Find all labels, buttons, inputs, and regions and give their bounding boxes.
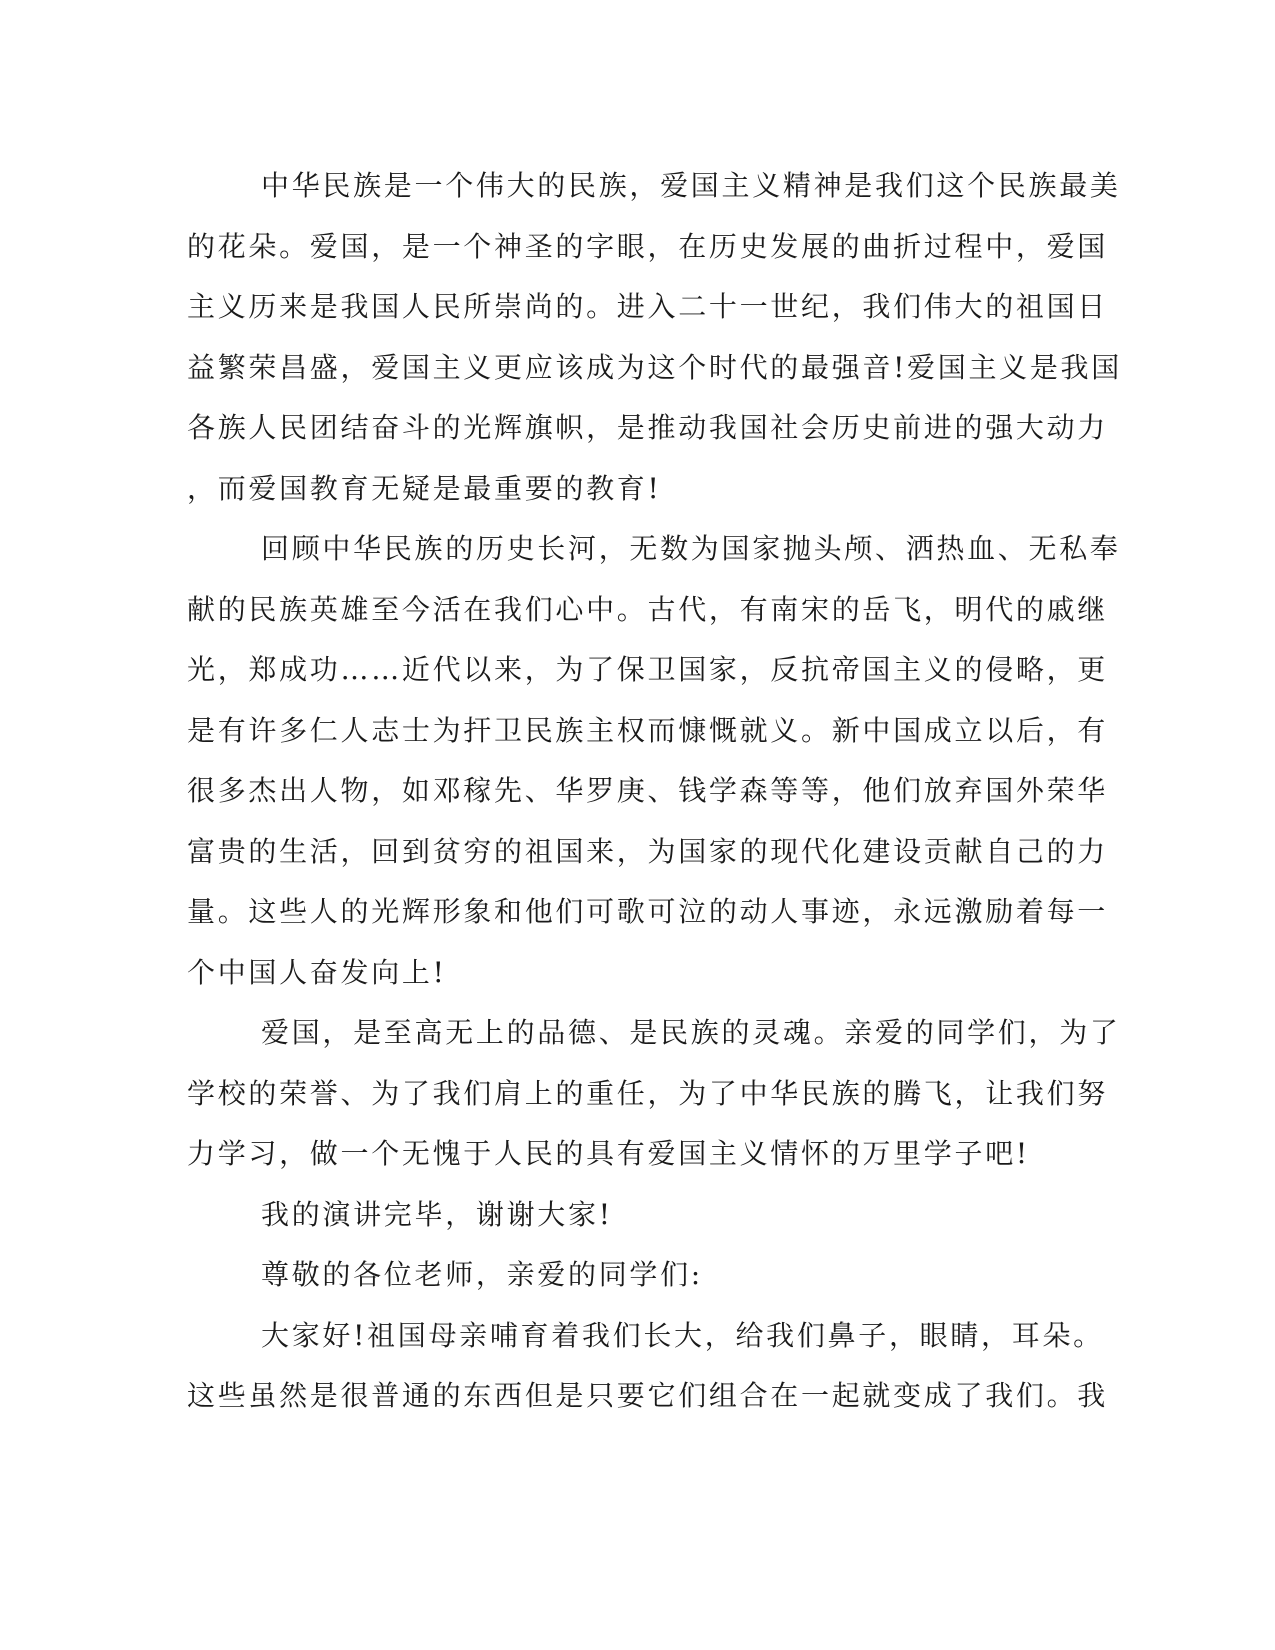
text-line: 学校的荣誉、为了我们肩上的重任，为了中华民族的腾飞，让我们努 <box>187 1076 1109 1110</box>
text-line: 个中国人奋发向上! <box>187 955 447 989</box>
text-line: 富贵的生活，回到贫穷的祖国来，为国家的现代化建设贡献自己的力 <box>187 834 1109 868</box>
text-line: 光，郑成功……近代以来，为了保卫国家，反抗帝国主义的侵略，更 <box>187 653 1109 686</box>
text-line: 是有许多仁人志士为扞卫民族主权而慷慨就义。新中国成立以后，有 <box>187 713 1109 747</box>
text-line: 各族人民团结奋斗的光辉旗帜，是推动我国社会历史前进的强大动力 <box>187 411 1109 444</box>
text-line: ，而爱国教育无疑是最重要的教育! <box>187 471 662 505</box>
text-line: 量。这些人的光辉形象和他们可歌可泣的动人事迹，永远激励着每一 <box>187 895 1109 928</box>
text-line: 尊敬的各位老师，亲爱的同学们: <box>261 1258 703 1291</box>
text-line: 爱国，是至高无上的品德、是民族的灵魂。亲爱的同学们，为了 <box>261 1016 1121 1049</box>
text-line: 献的民族英雄至今活在我们心中。古代，有南宋的岳飞，明代的戚继 <box>187 592 1109 626</box>
text-line: 很多杰出人物，如邓稼先、华罗庚、钱学森等等，他们放弃国外荣华 <box>187 774 1109 807</box>
text-line: 这些虽然是很普通的东西但是只要它们组合在一起就变成了我们。我 <box>187 1379 1109 1412</box>
text-line: 大家好!祖国母亲哺育着我们长大，给我们鼻子，眼睛，耳朵。 <box>261 1318 1104 1352</box>
text-line: 我的演讲完毕，谢谢大家! <box>261 1197 613 1231</box>
document-body <box>187 156 1122 1427</box>
text-line: 的花朵。爱国，是一个神圣的字眼，在历史发展的曲折过程中，爱国 <box>187 229 1109 263</box>
text-line: 力学习，做一个无愧于人民的具有爱国主义情怀的万里学子吧! <box>187 1137 1030 1170</box>
text-line: 回顾中华民族的历史长河，无数为国家抛头颅、洒热血、无私奉 <box>261 532 1121 565</box>
text-line: 主义历来是我国人民所崇尚的。进入二十一世纪，我们伟大的祖国日 <box>187 290 1109 323</box>
text-line: 中华民族是一个伟大的民族，爱国主义精神是我们这个民族最美 <box>261 169 1121 202</box>
text-line: 益繁荣昌盛，爱国主义更应该成为这个时代的最强音!爱国主义是我国 <box>187 350 1122 384</box>
